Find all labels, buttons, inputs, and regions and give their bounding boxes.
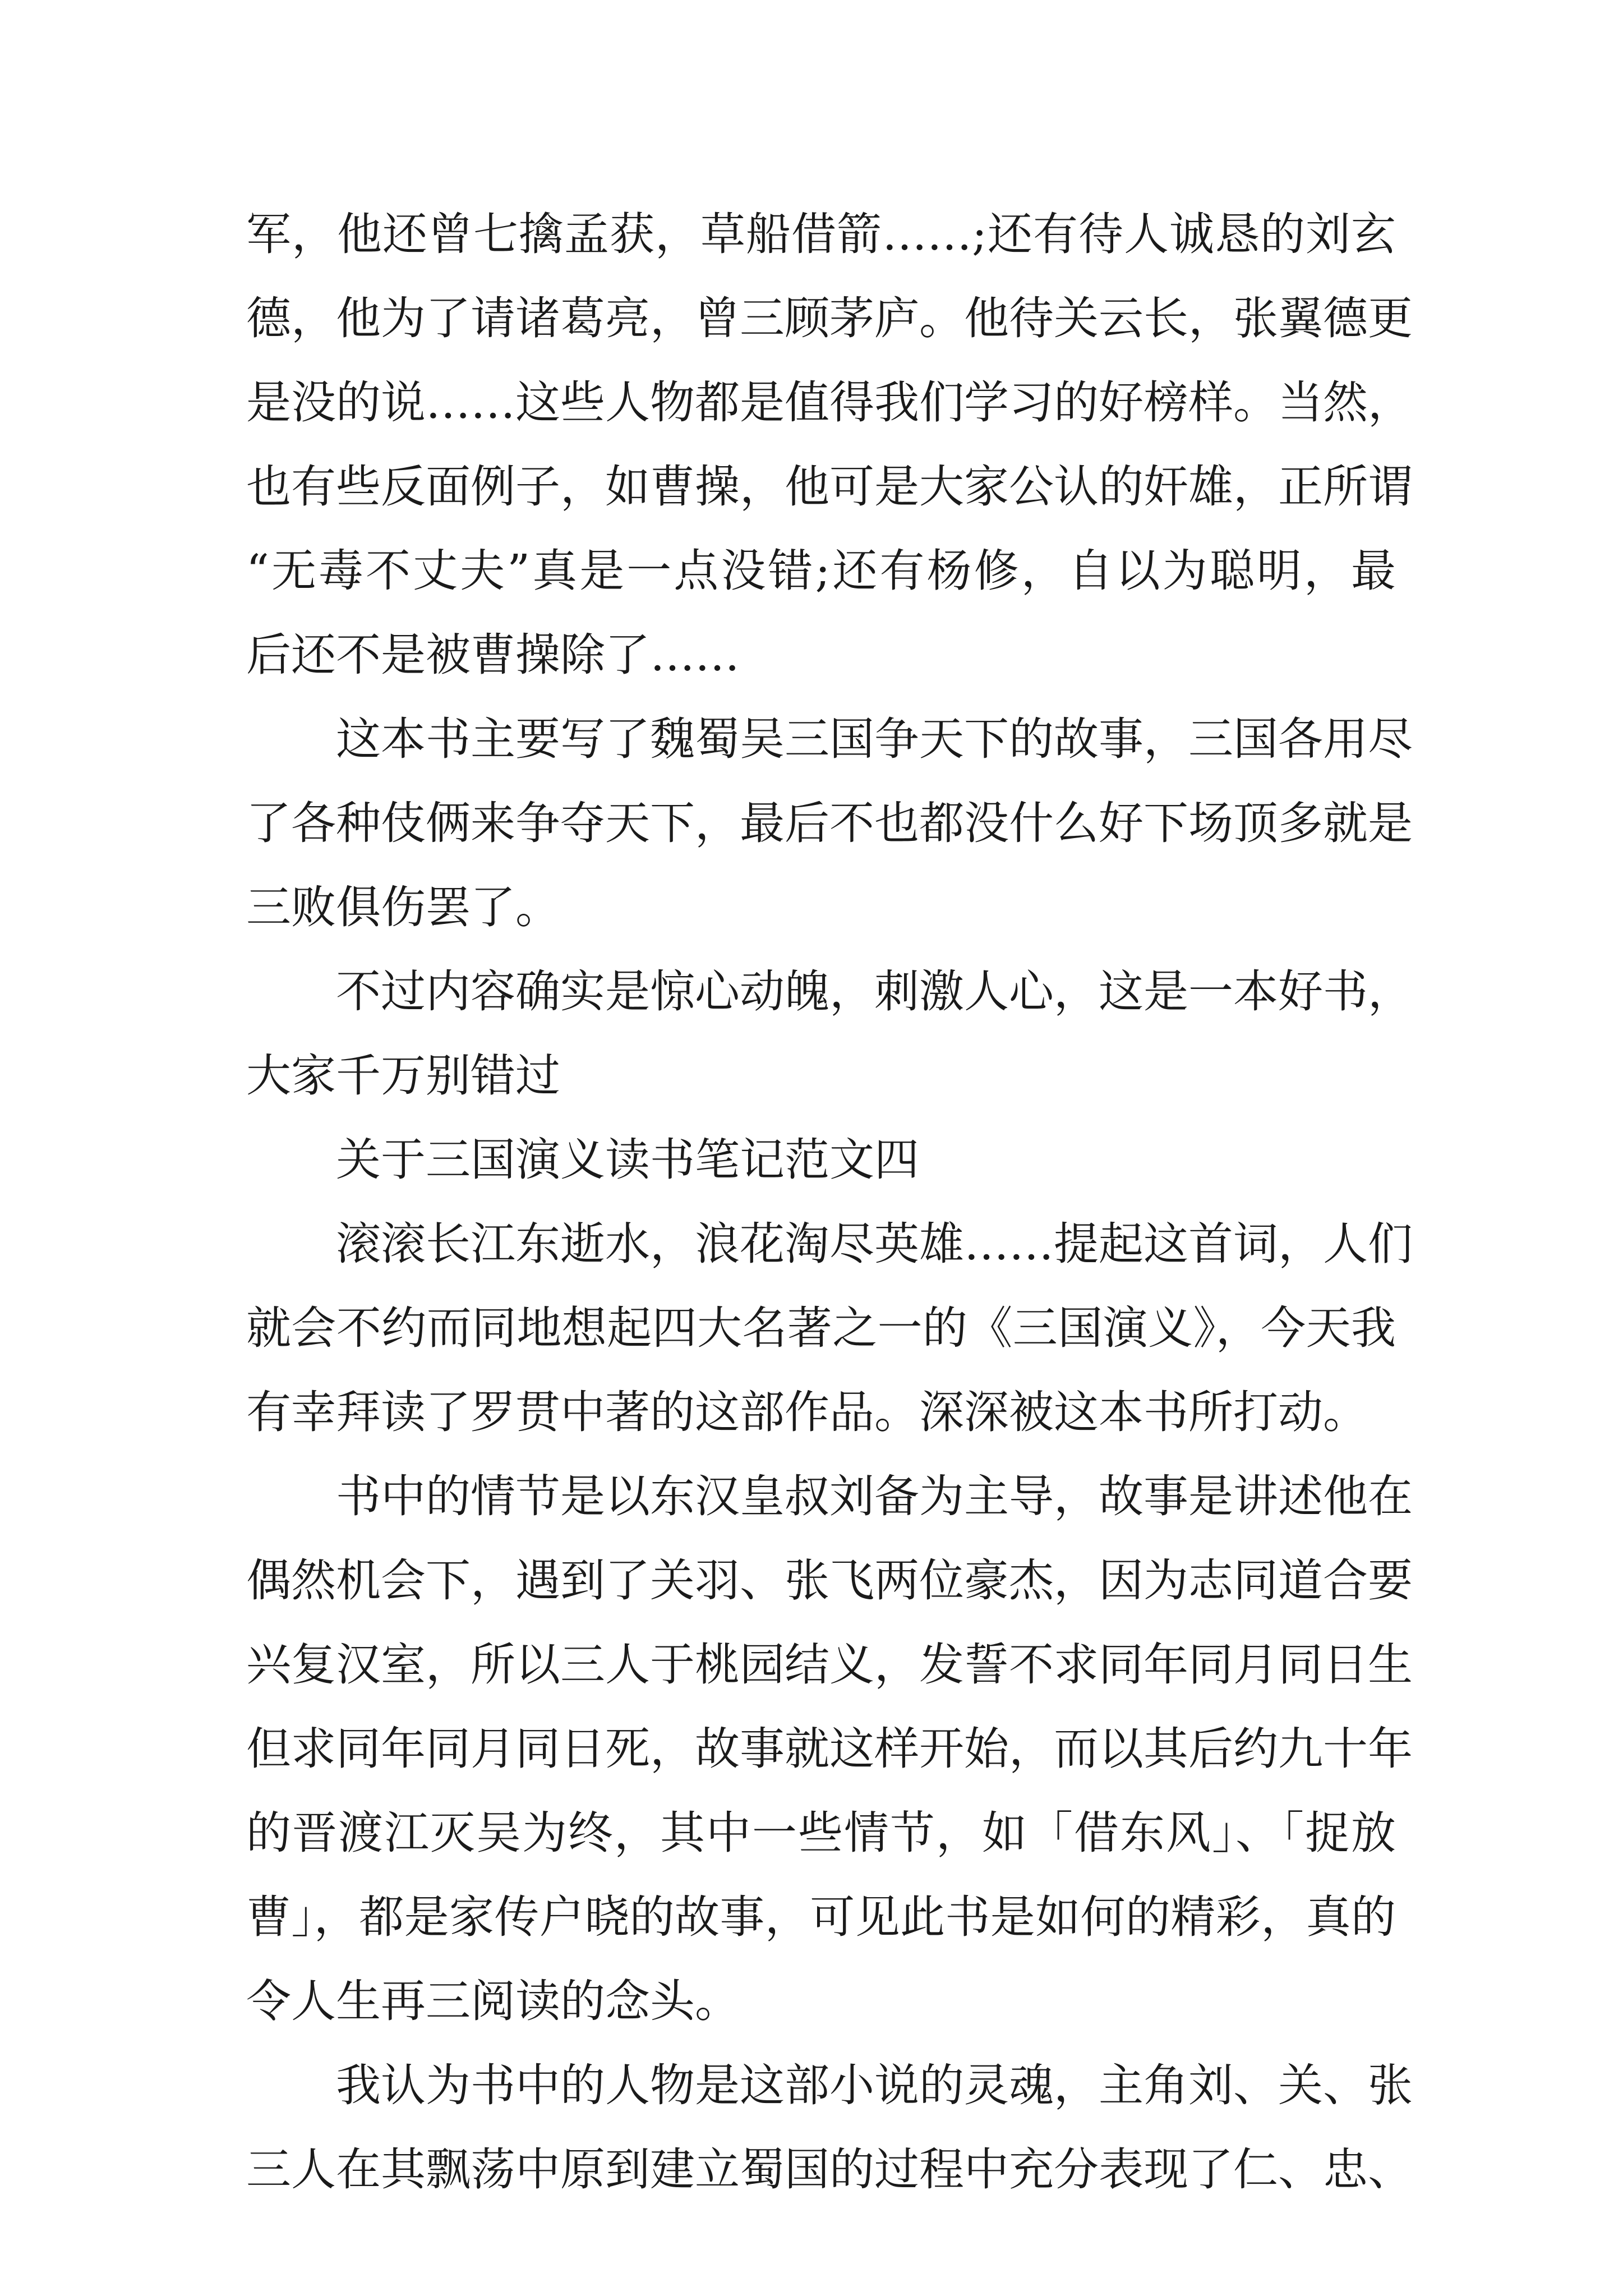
paragraph-line: 曹」，都是家传户晓的故事，可见此书是如何的精彩，真的 [246, 1891, 1396, 1943]
section-heading: 关于三国演义读书笔记范文四 [336, 1134, 919, 1186]
paragraph-line: 令人生再三阅读的念头。 [246, 1975, 740, 2027]
paragraph-line: 军，他还曾七擒孟获，草船借箭……;还有待人诚恳的刘玄 [246, 208, 1396, 260]
paragraph-line: 有幸拜读了罗贯中著的这部作品。深深被这本书所打动。 [246, 1386, 1368, 1438]
paragraph-line: 但求同年同月同日死，故事就这样开始，而以其后约九十年 [246, 1723, 1413, 1775]
paragraph-line: 了各种伎俩来争夺天下，最后不也都没什么好下场顶多就是 [246, 797, 1413, 849]
paragraph-line: “无毒不丈夫”真是一点没错;还有杨修，自以为聪明，最 [246, 545, 1396, 597]
paragraph-line: 是没的说……这些人物都是值得我们学习的好榜样。当然， [246, 376, 1413, 429]
paragraph-line: 大家千万别错过 [246, 1050, 560, 1102]
paragraph-line: 三人在其飘荡中原到建立蜀国的过程中充分表现了仁、忠、 [246, 2143, 1413, 2196]
paragraph-line: 我认为书中的人物是这部小说的灵魂，主角刘、关、张 [336, 2059, 1413, 2111]
paragraph-line: 后还不是被曹操除了…… [246, 629, 740, 681]
paragraph-line: 三败俱伤罢了。 [246, 881, 560, 933]
paragraph-line: 的晋渡江灭吴为终，其中一些情节，如「借东风」、「捉放 [246, 1807, 1396, 1859]
paragraph-line: 不过内容确实是惊心动魄，刺激人心，这是一本好书， [336, 965, 1413, 1018]
paragraph-line: 也有些反面例子，如曹操，他可是大家公认的奸雄，正所谓 [246, 461, 1413, 513]
paragraph-line: 德，他为了请诸葛亮，曾三顾茅庐。他待关云长，张翼德更 [246, 292, 1413, 344]
paragraph-line: 书中的情节是以东汉皇叔刘备为主导，故事是讲述他在 [336, 1470, 1413, 1522]
paragraph-line: 这本书主要写了魏蜀吴三国争天下的故事，三国各用尽 [336, 713, 1413, 765]
paragraph-line: 就会不约而同地想起四大名著之一的《三国演义》，今天我 [246, 1302, 1396, 1354]
paragraph-line: 偶然机会下，遇到了关羽、张飞两位豪杰，因为志同道合要 [246, 1554, 1413, 1607]
paragraph-line: 滚滚长江东逝水，浪花淘尽英雄……提起这首词，人们 [336, 1218, 1413, 1270]
paragraph-line: 兴复汉室，所以三人于桃园结义，发誓不求同年同月同日生 [246, 1639, 1413, 1691]
